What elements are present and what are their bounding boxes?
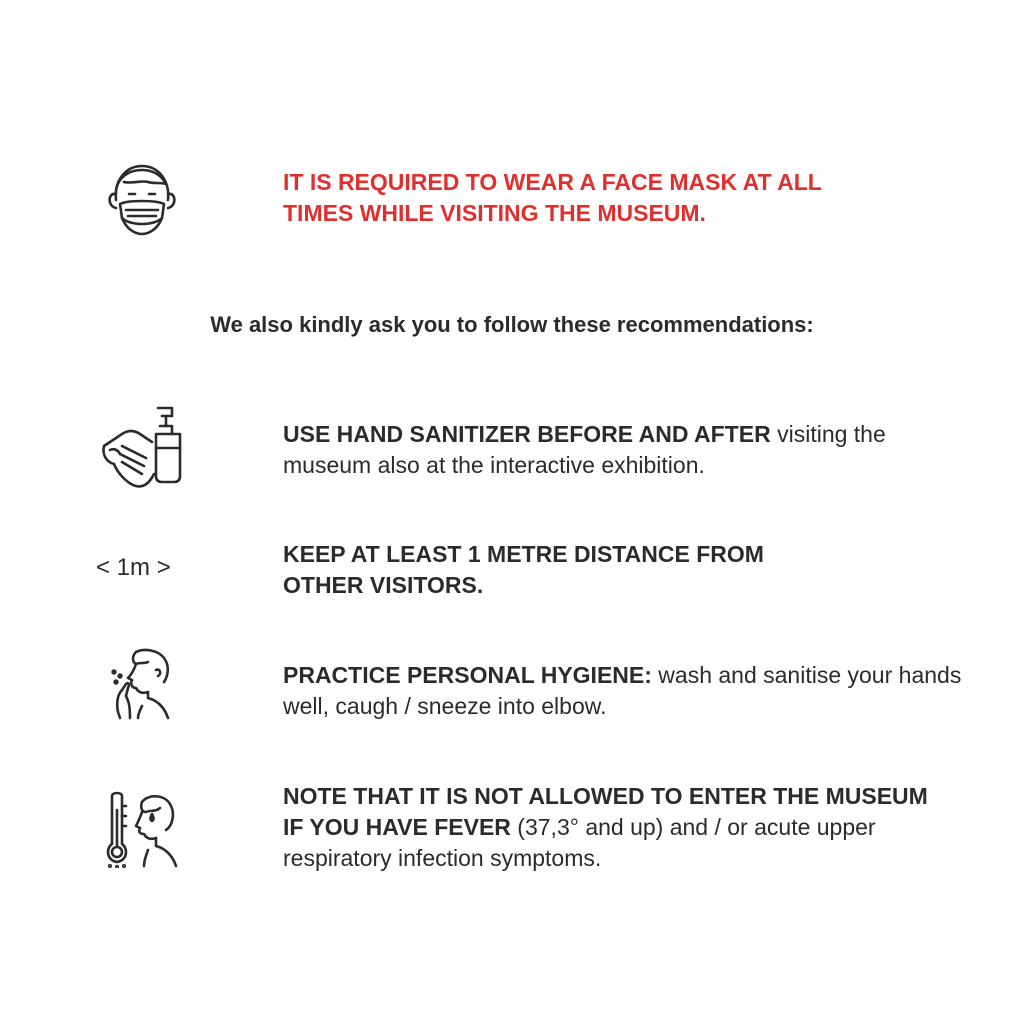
mask-required-notice: IT IS REQUIRED TO WEAR A FACE MASK AT ALL TIMES WHILE VISITING THE MUSEUM. bbox=[283, 169, 822, 226]
recommendation-regular-text: (37,3° and up) and / or acute upper respiratory infection symptoms. bbox=[283, 814, 876, 871]
distance-label: < 1m > bbox=[96, 554, 171, 581]
fever-thermometer-icon bbox=[102, 788, 182, 868]
sneeze-icon bbox=[108, 646, 176, 720]
face-mask-icon bbox=[102, 160, 182, 238]
recommendation-bold-text: KEEP AT LEAST 1 METRE DISTANCE FROM OTHER VISITORS. bbox=[283, 541, 764, 598]
recommendations-heading: We also kindly ask you to follow these recommendations: bbox=[210, 312, 814, 337]
recommendation-hygiene bbox=[283, 660, 963, 722]
recommendation-bold-text: USE HAND SANITIZER BEFORE AND AFTER bbox=[283, 421, 771, 447]
hand-sanitizer-icon bbox=[100, 404, 186, 490]
recommendation-bold-text: NOTE THAT IT IS NOT ALLOWED TO ENTER THE MUSEUM IF YOU HAVE FEVER bbox=[283, 783, 928, 840]
recommendation-sanitizer bbox=[283, 419, 963, 481]
recommendation-bold-text: PRACTICE PERSONAL HYGIENE: bbox=[283, 662, 652, 688]
recommendation-fever bbox=[283, 781, 943, 874]
recommendation-distance bbox=[283, 539, 843, 601]
recommendation-regular-text: visiting the museum also at the interactive exhibition. bbox=[283, 421, 886, 478]
recommendation-regular-text: wash and sanitise your hands well, caugh / sneeze into elbow. bbox=[283, 662, 962, 719]
